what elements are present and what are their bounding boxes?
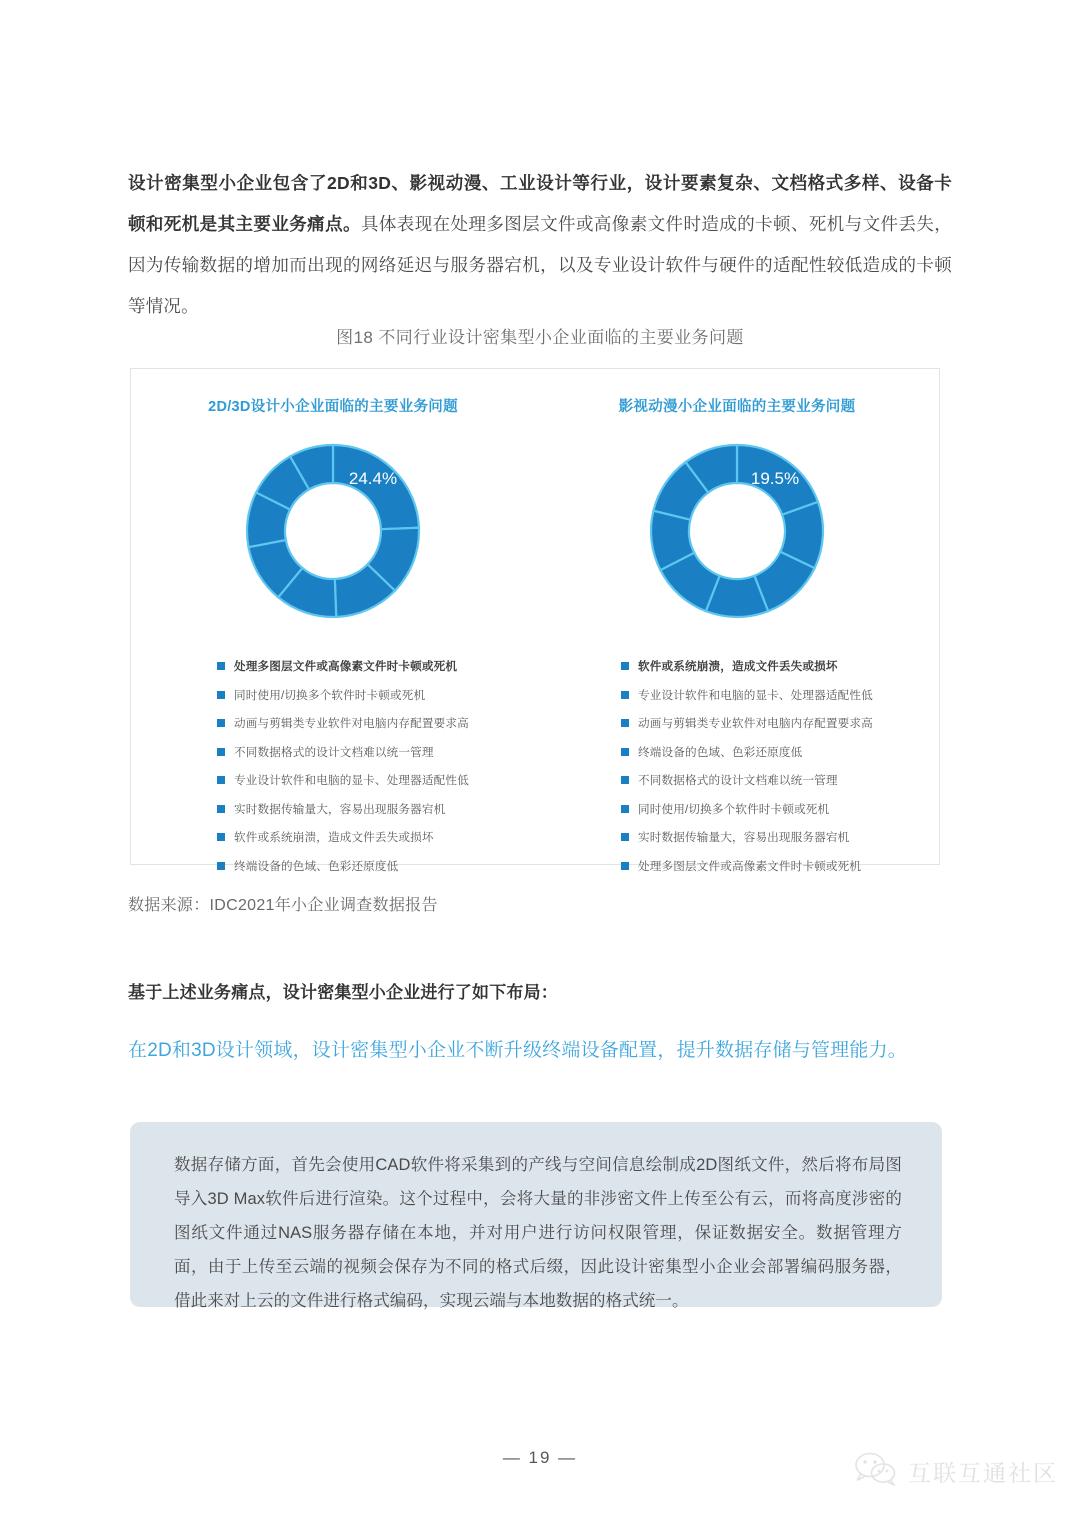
legend-item <box>217 658 517 674</box>
legend-swatch-icon <box>621 833 629 841</box>
intro-paragraph <box>128 163 952 327</box>
info-callout-text: 数据存储方面，首先会使用CAD软件将采集到的产线与空间信息绘制成2D图纸文件，然后将布局图导入3D Max软件后进行渲染。这个过程中，会将大量的非涉密文件上传至公有云，而将高度涉密的图纸文件通过NAS服务器存储在本地，并对用户进行访问权限管理，保证数据安全。数据管理方面，由于上传至云端的视频会保存为不同的格式后缀，因此设计密集型小企业会部署编码服务器，借此来对上云的文件进行格式编码，实现云端与本地数据的格式统一。 <box>174 1156 902 1310</box>
figure-caption: 图18 不同行业设计密集型小企业面临的主要业务问题 <box>336 328 744 347</box>
legend-swatch-icon <box>217 862 225 870</box>
info-callout-box <box>130 1122 942 1310</box>
legend-item <box>621 687 921 703</box>
legend-item <box>621 858 921 874</box>
chart-left-2d3d <box>131 369 535 873</box>
legend-swatch-icon <box>217 833 225 841</box>
legend-item-label: 不同数据格式的设计文档难以统一管理 <box>234 745 434 759</box>
legend-item <box>621 744 921 760</box>
legend-item <box>217 772 517 788</box>
legend-item-label: 动画与剪辑类专业软件对电脑内存配置要求高 <box>234 717 469 730</box>
legend-swatch-icon <box>621 862 629 870</box>
legend-item-label: 同时使用/切换多个软件时卡顿或死机 <box>638 802 830 816</box>
legend-item-label: 专业设计软件和电脑的显卡、处理器适配性低 <box>638 688 873 702</box>
legend-swatch-icon <box>217 662 225 670</box>
watermark <box>854 1452 1058 1491</box>
legend-swatch-icon <box>217 719 225 727</box>
legend-swatch-icon <box>217 805 225 813</box>
chart-left-donut-wrap <box>131 426 535 636</box>
legend-swatch-icon <box>621 805 629 813</box>
legend-swatch-icon <box>621 748 629 756</box>
legend-item-label: 专业设计软件和电脑的显卡、处理器适配性低 <box>234 774 469 787</box>
donut-chart-left <box>228 426 438 636</box>
legend-item-label: 同时使用/切换多个软件时卡顿或死机 <box>234 688 426 702</box>
donut-chart-right <box>632 426 842 636</box>
intro-bold-text: 设计密集型小企业包含了2D和3D、影视动漫、工业设计等行业，设计要素复杂、文档格式多样、设备卡顿和死机是其主要业务痛点。 <box>128 173 952 234</box>
legend-item-label: 不同数据格式的设计文档难以统一管理 <box>638 774 838 787</box>
chart-left-title: 2D/3D设计小企业面临的主要业务问题 <box>208 399 458 415</box>
legend-item <box>217 858 517 874</box>
legend-item <box>621 772 921 788</box>
legend-item-label: 软件或系统崩溃，造成文件丢失或损坏 <box>638 660 838 673</box>
legend-item <box>621 715 921 731</box>
legend-item <box>621 658 921 674</box>
legend-item-label: 终端设备的色域、色彩还原度低 <box>234 859 399 873</box>
legend-item <box>621 829 921 845</box>
watermark-text: 互联互通社区 <box>908 1461 1058 1487</box>
legend-item-label: 动画与剪辑类专业软件对电脑内存配置要求高 <box>638 717 873 730</box>
chart-right-film-anime <box>535 369 939 873</box>
legend-item <box>217 687 517 703</box>
legend-swatch-icon <box>217 691 225 699</box>
data-source-line: 数据来源：IDC2021年小企业调查数据报告 <box>128 897 438 914</box>
chart-right-donut-wrap <box>535 426 939 636</box>
donut-left-percent-label: 24.4% <box>348 469 398 488</box>
legend-swatch-icon <box>217 776 225 784</box>
legend-swatch-icon <box>621 662 629 670</box>
page-number: — 19 — <box>502 1448 578 1467</box>
legend-item-label: 实时数据传输量大，容易出现服务器宕机 <box>234 802 446 816</box>
highlight-paragraph: 在2D和3D设计领域，设计密集型小企业不断升级终端设备配置，提升数据存储与管理能力。 <box>128 1040 907 1061</box>
legend-item-label: 处理多图层文件或高像素文件时卡顿或死机 <box>638 859 862 873</box>
chart-left-legend <box>131 658 535 874</box>
legend-item <box>217 829 517 845</box>
intro-rest-text: 具体表现在处理多图层文件或高像素文件时造成的卡顿、死机与文件丢失，因为传输数据的增加而出现的网络延迟与服务器宕机，以及专业设计软件与硬件的适配性较低造成的卡顿等情况。 <box>128 214 952 316</box>
legend-swatch-icon <box>621 719 629 727</box>
lead-in-paragraph: 基于上述业务痛点，设计密集型小企业进行了如下布局： <box>128 983 558 1002</box>
legend-swatch-icon <box>621 776 629 784</box>
legend-item <box>217 801 517 817</box>
legend-item-label: 实时数据传输量大，容易出现服务器宕机 <box>638 831 850 844</box>
legend-item <box>217 715 517 731</box>
legend-swatch-icon <box>621 691 629 699</box>
legend-item-label: 软件或系统崩溃，造成文件丢失或损坏 <box>234 831 434 844</box>
legend-item-label: 处理多图层文件或高像素文件时卡顿或死机 <box>234 660 458 673</box>
figure-18-chart-panel <box>130 368 940 873</box>
wechat-icon <box>854 1452 898 1491</box>
legend-swatch-icon <box>217 748 225 756</box>
donut-right-percent-label: 19.5% <box>750 469 800 488</box>
chart-right-legend <box>535 658 939 874</box>
chart-right-title: 影视动漫小企业面临的主要业务问题 <box>618 399 856 415</box>
legend-item <box>217 744 517 760</box>
legend-item-label: 终端设备的色域、色彩还原度低 <box>638 745 803 759</box>
legend-item <box>621 801 921 817</box>
